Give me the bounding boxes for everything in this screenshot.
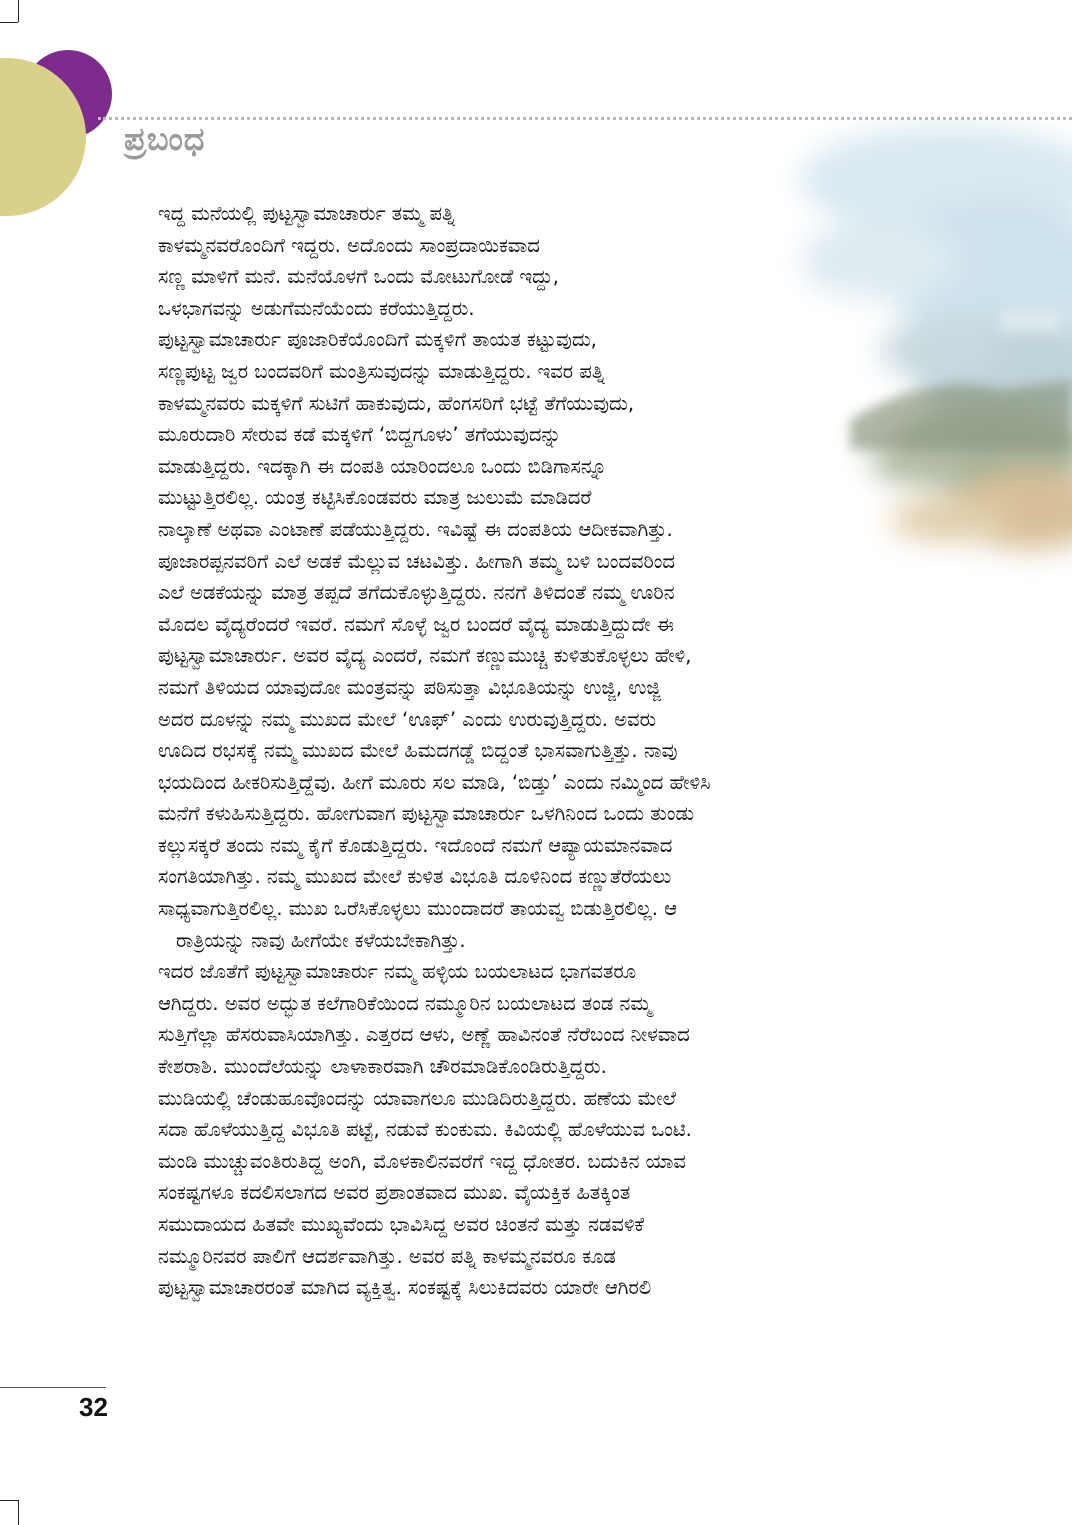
essay-body xyxy=(158,198,918,1304)
text-line: ಎಲೆ ಅಡಕೆಯನ್ನು ಮಾತ್ರ ತಪ್ಪದೆ ತಗೆದುಕೊಳ್ಳುತ್ತಿದ್ದರು. ನನಗೆ ತಿಳಿದಂತೆ ನಮ್ಮ ಊರಿನ xyxy=(158,581,675,605)
text-line: ಸುತ್ತಿಗೆಲ್ಲಾ ಹೆಸರುವಾಸಿಯಾಗಿತ್ತು. ಎತ್ತರದ ಆಳು, ಅಣ್ಣೆ ಹಾವಿನಂತೆ ನೆರೆಬಂದ ನೀಳವಾದ xyxy=(158,1023,690,1047)
text-line: ಸಣ್ಣಪುಟ್ಟ ಜ್ವರ ಬಂದವರಿಗೆ ಮಂತ್ರಿಸುವುದನ್ನು ಮಾಡುತ್ತಿದ್ದರು. ಇವರ ಪತ್ನಿ xyxy=(158,359,605,383)
text-line: ಕೇಶರಾಶಿ. ಮುಂದೆಲೆಯನ್ನು ಲಾಳಾಕಾರವಾಗಿ ಚೌರಮಾಡಿಕೊಂಡಿರುತ್ತಿದ್ದರು. xyxy=(158,1055,607,1079)
text-line: ಮುಡಿಯಲ್ಲಿ ಚೆಂಡುಹೂವೊಂದನ್ನು ಯಾವಾಗಲೂ ಮುಡಿದಿರುತ್ತಿದ್ದರು. ಹಣೆಯ ಮೇಲೆ xyxy=(158,1086,677,1110)
crop-mark xyxy=(0,1500,18,1501)
footer-rule xyxy=(0,1387,106,1388)
text-line: ನಾಲ್ಕಾಣೆ ಅಥವಾ ಎಂಟಾಣೆ ಪಡೆಯುತ್ತಿದ್ದರು. ಇವಿಷ್ಟೆ ಈ ದಂಪತಿಯ ಆದೀಕವಾಗಿತ್ತು. xyxy=(158,517,673,541)
text-line: ಅದರ ದೂಳನ್ನು ನಮ್ಮ ಮುಖದ ಮೇಲೆ ‘ಊಫ್’ ಎಂದು ಉರುವುತ್ತಿದ್ದರು. ಅವರು xyxy=(158,707,657,731)
text-line: ಮೊದಲ ವೈದ್ಯರೆಂದರೆ ಇವರೆ. ನಮಗೆ ಸೊಳ್ಳೆ ಜ್ವರ ಬಂದರೆ ವೈದ್ಯ ಮಾಡುತ್ತಿದ್ದುದೇ ಈ xyxy=(158,612,674,636)
text-line: ಮಂಡಿ ಮುಚ್ಚುವಂತಿರುತಿದ್ದ ಅಂಗಿ, ಮೊಳಕಾಲಿನವರೆಗೆ ಇದ್ದ ಧೋತರ. ಬದುಕಿನ ಯಾವ xyxy=(158,1149,686,1173)
text-line: ಆಗಿದ್ದರು. ಅವರ ಅದ್ಭುತ ಕಲೆಗಾರಿಕೆಯಿಂದ ನಮ್ಮೂರಿನ ಬಯಲಾಟದ ತಂಡ ನಮ್ಮ xyxy=(158,991,652,1015)
text-line: ಸಾಧ್ಯವಾಗುತ್ತಿರಲಿಲ್ಲ. ಮುಖ ಒರೆಸಿಕೊಳ್ಳಲು ಮುಂದಾದರೆ ತಾಯವ್ವ ಬಿಡುತ್ತಿರಲಿಲ್ಲ. ಆ xyxy=(158,897,678,921)
text-line: ನಮ್ಮೂರಿನವರ ಪಾಲಿಗೆ ಆದರ್ಶವಾಗಿತ್ತು. ಅವರ ಪತ್ನಿ ಕಾಳಮ್ಮನವರೂ ಕೂಡ xyxy=(158,1244,616,1268)
text-line: ಒಳಭಾಗವನ್ನು ಅಡುಗೆಮನೆಯೆಂದು ಕರೆಯುತ್ತಿದ್ದರು. xyxy=(158,296,475,320)
text-line: ಸಣ್ಣ ಮಾಳಿಗೆ ಮನೆ. ಮನೆಯೊಳಗೆ ಒಂದು ಮೋಟುಗೋಡೆ ಇದ್ದು, xyxy=(158,265,559,289)
section-title: ಪ್ರಬಂಧ xyxy=(124,120,206,158)
text-line: ಇದರ ಜೊತೆಗೆ ಪುಟ್ಟಸ್ವಾಮಾಚಾರ್ರು ನಮ್ಮ ಹಳ್ಳಿಯ ಬಯಲಾಟದ ಭಾಗವತರೂ xyxy=(158,960,637,984)
crop-mark xyxy=(18,1500,19,1525)
text-line: ಮಾಡುತ್ತಿದ್ದರು. ಇದಕ್ಕಾಗಿ ಈ ದಂಪತಿ ಯಾರಿಂದಲೂ ಒಂದು ಬಿಡಿಗಾಸನ್ನೂ xyxy=(158,454,607,478)
text-line: ಮನೆಗೆ ಕಳುಹಿಸುತ್ತಿದ್ದರು. ಹೋಗುವಾಗ ಪುಟ್ಟಸ್ವಾಮಾಚಾರ್ರು ಒಳಗಿನಿಂದ ಒಂದು ತುಂಡು xyxy=(158,802,695,826)
text-line: ಪುಟ್ಟಸ್ವಾಮಾಚಾರರಂತೆ ಮಾಗಿದ ವ್ಯಕ್ತಿತ್ವ. ಸಂಕಷ್ಟಕ್ಕೆ ಸಿಲುಕಿದವರು ಯಾರೇ ಆಗಿರಲಿ xyxy=(158,1276,652,1300)
text-line: ಪೂಜಾರಪ್ಪನವರಿಗೆ ಎಲೆ ಅಡಕೆ ಮೆಲ್ಲುವ ಚಟವಿತ್ತು. ಹೀಗಾಗಿ ತಮ್ಮ ಬಳಿ ಬಂದವರಿಂದ xyxy=(158,549,676,573)
text-line: ಇದ್ದ ಮನೆಯಲ್ಲಿ ಪುಟ್ಟಸ್ವಾಮಾಚಾರ್ರು ತಮ್ಮ ಪತ್ನಿ xyxy=(158,202,455,225)
crop-mark xyxy=(18,0,19,22)
text-line: ಮೂರುದಾರಿ ಸೇರುವ ಕಡೆ ಮಕ್ಕಳಿಗೆ ‘ಬಿದ್ದಗೂಳು’ ತಗೆಯುವುದನ್ನು xyxy=(158,423,562,447)
text-line: ಊದಿದ ರಭಸಕ್ಕೆ ನಮ್ಮ ಮುಖದ ಮೇಲೆ ಹಿಮದಗಡ್ಡೆ ಬಿದ್ದಂತೆ ಭಾಸವಾಗುತ್ತಿತ್ತು. ನಾವು xyxy=(158,739,678,763)
text-line: ಮುಟ್ಟುತ್ತಿರಲಿಲ್ಲ. ಯಂತ್ರ ಕಟ್ಟಿಸಿಕೊಂಡವರು ಮಾತ್ರ ಜುಲುಮೆ ಮಾಡಿದರೆ xyxy=(158,486,592,510)
text-line: ಸಂಗತಿಯಾಗಿತ್ತು. ನಮ್ಮ ಮುಖದ ಮೇಲೆ ಕುಳಿತ ವಿಭೂತಿ ದೂಳಿನಿಂದ ಕಣ್ಣುತೆರೆಯಲು xyxy=(158,865,672,889)
text-line: ಕಾಳಮ್ಮನವರು ಮಕ್ಕಳಿಗೆ ಸುಟಿಗೆ ಹಾಕುವುದು, ಹೆಂಗಸರಿಗೆ ಭಟ್ಟೆ ತೆಗೆಯುವುದು, xyxy=(158,391,635,415)
crop-mark xyxy=(0,22,18,23)
text-line: ನಮಗೆ ತಿಳಿಯದ ಯಾವುದೋ ಮಂತ್ರವನ್ನು ಪಠಿಸುತ್ತಾ ವಿಭೂತಿಯನ್ನು ಉಜ್ಜಿ, ಉಜ್ಜಿ xyxy=(158,675,661,699)
text-line: ಸಮುದಾಯದ ಹಿತವೇ ಮುಖ್ಯವೆಂದು ಭಾವಿಸಿದ್ದ ಅವರ ಚಿಂತನೆ ಮತ್ತು ನಡವಳಿಕೆ xyxy=(158,1213,645,1236)
text-line: ಕಲ್ಲುಸಕ್ಕರೆ ತಂದು ನಮ್ಮ ಕೈಗೆ ಕೊಡುತ್ತಿದ್ದರು. ಇದೊಂದೆ ನಮಗೆ ಆಪ್ಯಾಯಮಾನವಾದ xyxy=(158,833,673,857)
text-line: ಸಂಕಷ್ಟಗಳೂ ಕದಲಿಸಲಾಗದ ಅವರ ಪ್ರಶಾಂತವಾದ ಮುಖ. ವೈಯಕ್ತಿಕ ಹಿತಕ್ಕಿಂತ xyxy=(158,1181,631,1205)
text-line: ಪುಟ್ಟಸ್ವಾಮಾಚಾರ್ರು ಪೂಜಾರಿಕೆಯೊಂದಿಗೆ ಮಕ್ಕಳಿಗೆ ತಾಯತ ಕಟ್ಟುವುದು, xyxy=(158,328,597,352)
text-line: ಪುಟ್ಟಸ್ವಾಮಾಚಾರ್ರು. ಅವರ ವೈದ್ಯ ಎಂದರೆ, ನಮಗೆ ಕಣ್ಣುಮುಚ್ಚಿ ಕುಳಿತುಕೊಳ್ಳಲು ಹೇಳಿ, xyxy=(158,644,692,668)
text-line: ಭಯದಿಂದ ಹೀಕರಿಸುತ್ತಿದ್ದೆವು. ಹೀಗೆ ಮೂರು ಸಲ ಮಾಡಿ, ‘ಬಿಡ್ತು’ ಎಂದು ನಮ್ಮಿಂದ ಹೇಳಿಸಿ xyxy=(158,770,711,794)
text-line: ಕಾಳಮ್ಮನವರೊಂದಿಗೆ ಇದ್ದರು. ಅದೊಂದು ಸಾಂಪ್ರದಾಯಿಕವಾದ xyxy=(158,233,540,257)
text-line: ರಾತ್ರಿಯನ್ನು ನಾವು ಹೀಗೆಯೇ ಕಳೆಯಬೇಕಾಗಿತ್ತು. xyxy=(176,928,466,952)
page-number: 32 xyxy=(79,1392,108,1422)
text-line: ಸದಾ ಹೊಳೆಯುತ್ತಿದ್ದ ವಿಭೂತಿ ಪಟ್ಟೆ, ನಡುವೆ ಕುಂಕುಮ. ಕಿವಿಯಲ್ಲಿ ಹೊಳೆಯುವ ಒಂಟಿ. xyxy=(158,1118,692,1142)
